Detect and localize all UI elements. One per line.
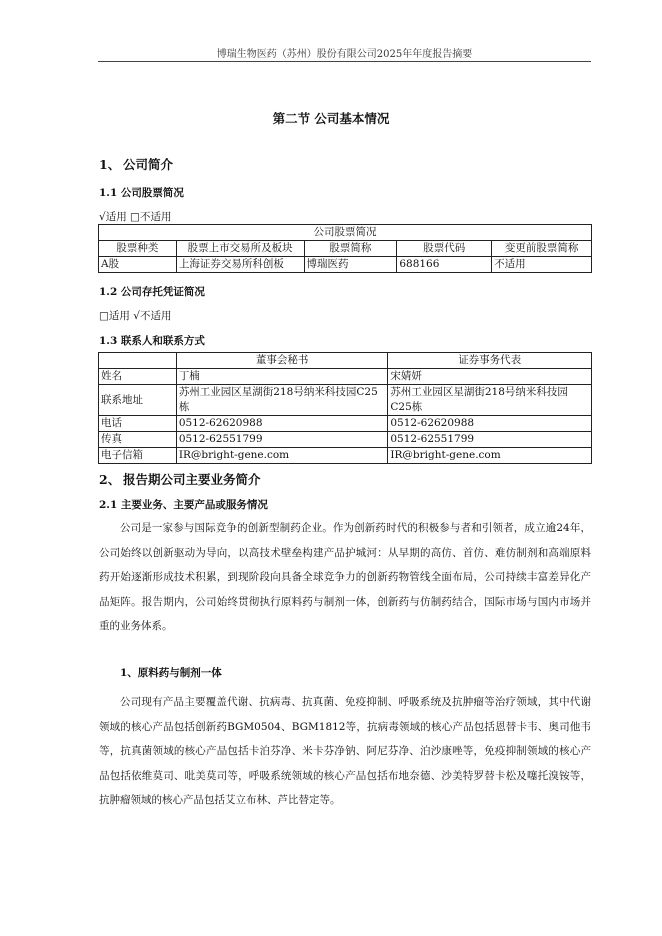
table-cell: 上海证券交易所科创板 — [176, 257, 304, 273]
subheading-api-formulation: 1、原料药与制剂一体 — [120, 667, 222, 679]
heading-number: 2、 — [99, 472, 121, 487]
row-label: 传真 — [99, 432, 177, 448]
stock-applicability: √适用 □不适用 — [99, 211, 172, 223]
column-header: 股票代码 — [397, 241, 492, 257]
row-label: 电子信箱 — [99, 448, 177, 464]
column-header: 证券事务代表 — [388, 353, 592, 369]
table-header-row — [99, 353, 592, 369]
table-cell: 苏州工业园区星湖街218号纳米科技园C25栋 — [176, 385, 388, 416]
table-row — [99, 448, 592, 464]
table-cell: 宋婧妍 — [388, 369, 592, 385]
heading-number: 1、 — [99, 157, 121, 172]
table-cell — [99, 353, 177, 369]
section-title: 第二节 公司基本情况 — [272, 111, 390, 126]
table-cell: 苏州工业园区星湖街218号纳米科技园C25栋 — [388, 385, 592, 416]
table-cell: 博瑞医药 — [304, 257, 397, 273]
table-row — [99, 257, 592, 273]
paragraph-company-intro — [99, 516, 591, 639]
depositary-applicability: □适用 √不适用 — [99, 310, 172, 322]
table-cell: 0512-62620988 — [176, 416, 388, 432]
table-cell: IR@bright-gene.com — [388, 448, 592, 464]
table-cell: 不适用 — [492, 257, 592, 273]
column-header: 董事会秘书 — [176, 353, 388, 369]
row-label: 姓名 — [99, 369, 177, 385]
table-row — [99, 432, 592, 448]
stock-table — [98, 224, 592, 273]
header-rule — [98, 61, 591, 62]
heading-company-profile — [99, 155, 173, 173]
heading-depositary-receipts: 1.2 公司存托凭证简况 — [99, 286, 205, 298]
table-header-row — [99, 241, 592, 257]
table-cell: A股 — [99, 257, 177, 273]
column-header: 股票种类 — [99, 241, 177, 257]
heading-text: 报告期公司主要业务简介 — [123, 472, 261, 487]
contacts-table — [98, 352, 592, 464]
table-caption-row — [99, 225, 592, 241]
table-cell: 0512-62551799 — [388, 432, 592, 448]
table-cell: 丁楠 — [176, 369, 388, 385]
row-label: 电话 — [99, 416, 177, 432]
table-cell: 0512-62551799 — [176, 432, 388, 448]
table-cell: 0512-62620988 — [388, 416, 592, 432]
table-cell: IR@bright-gene.com — [176, 448, 388, 464]
table-cell: 688166 — [397, 257, 492, 273]
column-header: 股票简称 — [304, 241, 397, 257]
table-row — [99, 416, 592, 432]
column-header: 股票上市交易所及板块 — [176, 241, 304, 257]
heading-contacts: 1.3 联系人和联系方式 — [99, 335, 205, 347]
paragraph-text: 公司现有产品主要覆盖代谢、抗病毒、抗真菌、免疫抑制、呼吸系统及抗肿瘤等治疗领域，其中代谢领域的核心产品包括创新药BGM0504、BGM1812等，抗病毒领域的核心产品包括恩替卡韦、奥司他韦等，抗真菌领域的核心产品包括卡泊芬净、米卡芬净钠、阿尼芬净、泊沙康唑等，免疫抑制领域的核心产品包括依维莫司、吡美莫司等，呼吸系统领域的核心产品包括布地奈德、沙美特罗替卡松及噻托溴铵等，抗肿瘤领域的核心产品包括艾立布林、芦比替定等。 — [99, 696, 591, 806]
heading-text: 公司简介 — [123, 157, 174, 172]
table-caption: 公司股票简况 — [99, 225, 592, 241]
table-row — [99, 369, 592, 385]
column-header: 变更前股票简称 — [492, 241, 592, 257]
heading-business-overview — [99, 470, 261, 488]
row-label: 联系地址 — [99, 385, 177, 416]
heading-stock-overview: 1.1 公司股票简况 — [99, 187, 184, 199]
heading-main-business: 2.1 主要业务、主要产品或服务情况 — [99, 499, 268, 511]
paragraph-text: 公司是一家参与国际竞争的创新型制药企业。作为创新药时代的积极参与者和引领者，成立逾24年，公司始终以创新驱动为导向，以高技术壁垒构建产品护城河：从早期的高仿、首仿、难仿制剂和高端原料药开始逐渐形成技术积累，到现阶段向具备全球竞争力的创新药物管线全面布局，公司持续丰富差异化产品矩阵。报告期内，公司始终贯彻执行原料药与制剂一体，创新药与仿制药结合，国际市场与国内市场并重的业务体系。 — [99, 522, 591, 632]
paragraph-products — [99, 690, 591, 813]
table-row — [99, 385, 592, 416]
page-header: 博瑞生物医药（苏州）股份有限公司2025年年度报告摘要 — [216, 49, 473, 60]
